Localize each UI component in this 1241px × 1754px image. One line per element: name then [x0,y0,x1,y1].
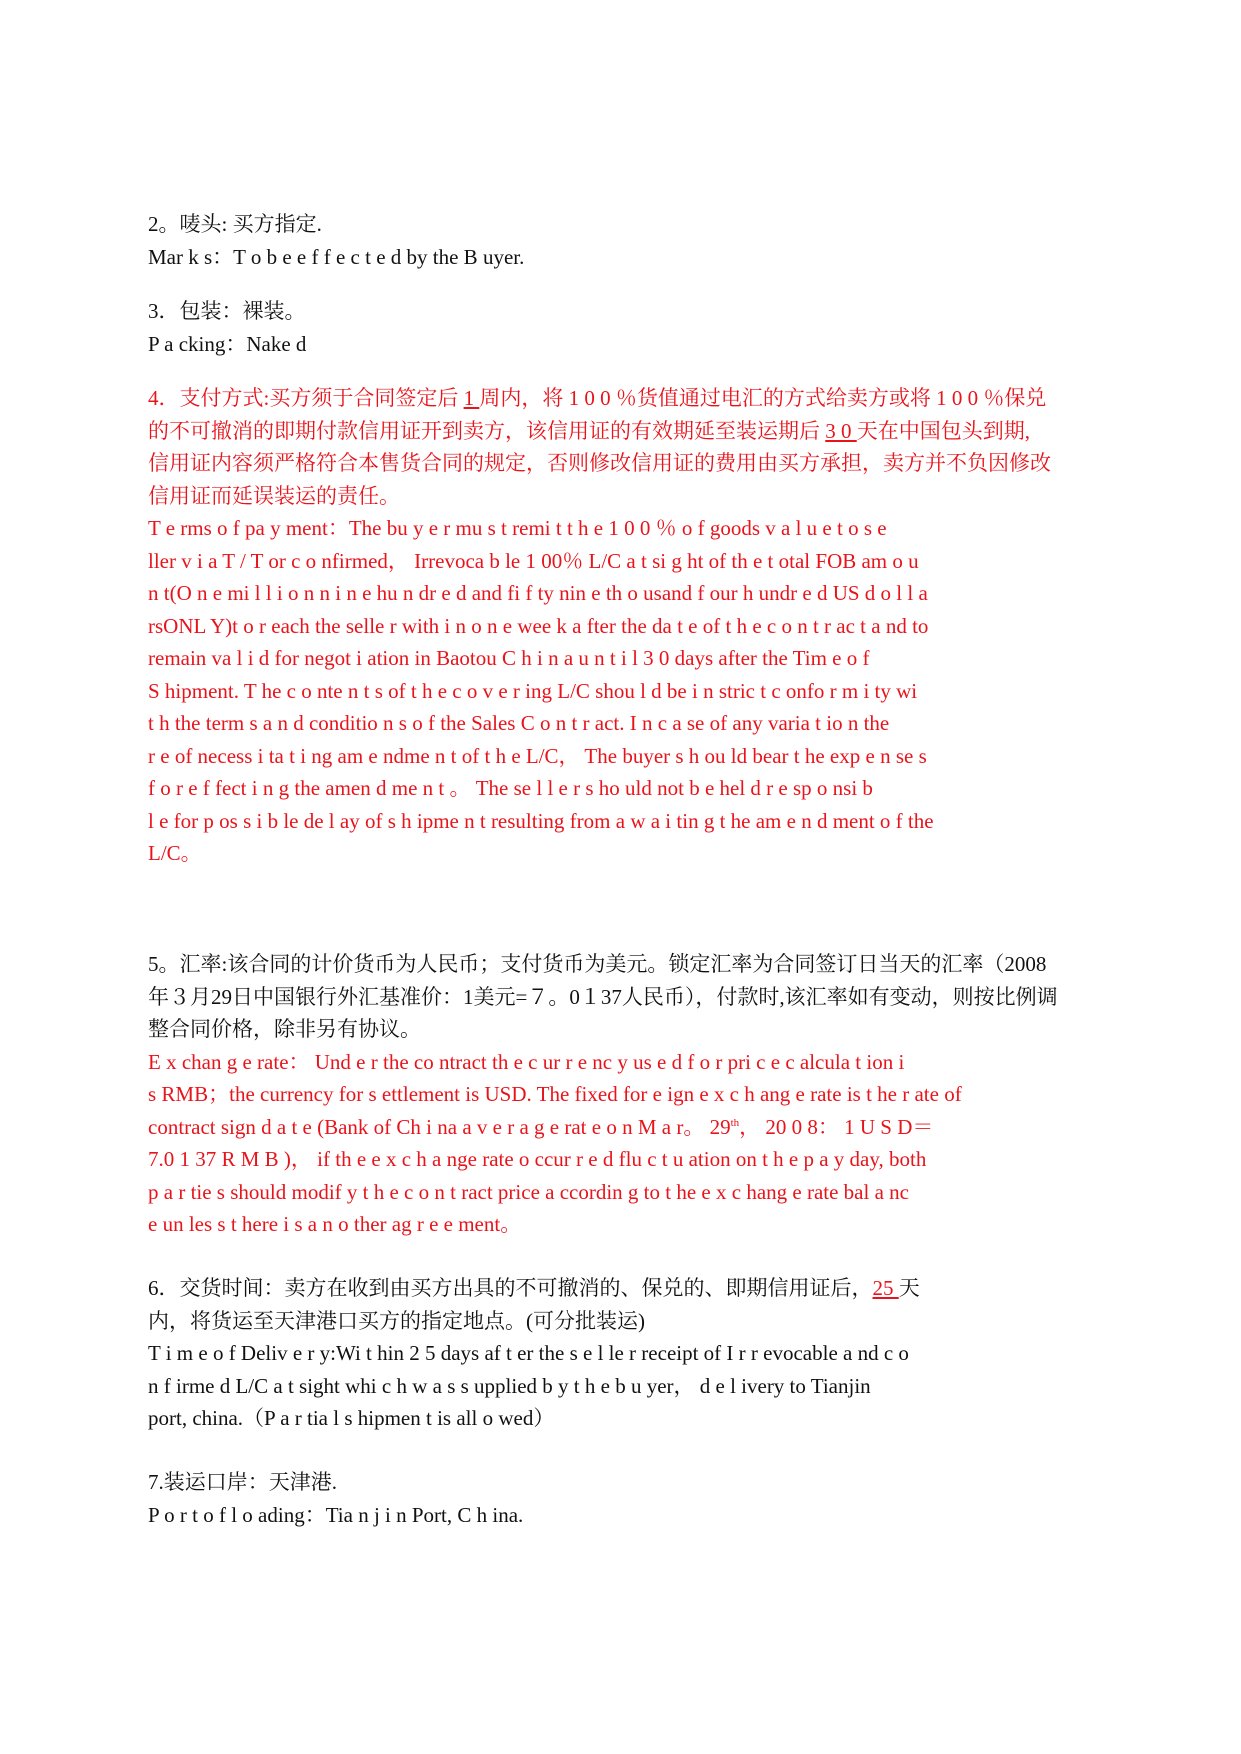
payment-en-line: T e rms o f pa y ment：The bu y e r mu s t remi t t h e 1 0 0 ％ o f goods v a l u e t o s e [148,516,887,540]
days-blank: 25 [872,1276,899,1300]
exchange-en-text: contract sign d a t e (Bank of Ch i na a v e r a g e rat e o n M a r。 29 [148,1114,731,1139]
exchange-en-line: E x chan g e rate： Und e r the co ntract th e c ur r e nc y us e d f o r pri c e c alcula t ion i [148,1049,905,1074]
marks-en: Mar k s：T o b e e f f e c t e d by the B uyer. [148,244,525,269]
exchange-cn-line-2: 年３月29日中国银行外汇基准价：1美元=７。0１37人民币），付款时,该汇率如有变动，则按比例调 [148,984,1058,1009]
payment-en-line: ller v i a T / T or c o nfirmed， Irrevoca b le 1 00％ L/C a t si g ht of th e t otal FOB am o u [148,548,919,573]
exchange-en-line [148,1111,1108,1144]
payment-cn-line-4: 信用证而延误装运的责任。 [148,483,400,508]
date-superscript: th [730,1116,740,1129]
exchange-cn-line-3: 整合同价格，除非另有协议。 [148,1017,421,1041]
exchange-en-block [148,1046,1108,1241]
marks-cn: 2。唛头: 买方指定. [148,212,322,236]
payment-cn-text: 周内，将 1 0 0 ％货值通过电汇的方式给卖方或将 1 0 0 ％保兑 [479,386,1047,410]
delivery-cn-text: 6．交货时间：卖方在收到由买方出具的不可撤消的、保兑的、即期信用证后， [148,1276,873,1300]
exchange-en-line: p a r tie s should modif y t h e c o n t ract price a ccordin g to t he e x c hang e rate bal a nc [148,1179,909,1204]
payment-cn-text: 的不可撤消的即期付款信用证开到卖方，该信用证的有效期延至装运期后 [148,418,826,443]
delivery-en-line: T i m e o f Deliv e r y:Wi t hin 2 5 days af t er the s e l le r receipt of I r r evocable a nd c o [148,1341,909,1365]
packing-en: P a cking：Nake d [148,331,307,356]
port-en: P o r t o f l o ading：Tia n j i n Port, C h ina. [148,1502,524,1527]
delivery-cn-line-1 [148,1272,1108,1305]
payment-en-line: l e for p os s i b le de l ay of s h ipme n t resulting from a w a i tin g t he am e n d ment o f the [148,808,934,833]
payment-en-line: rsONL Y)t o r each the selle r with i n o n e wee k a fter the da t e of t h e c o n t r ac t a nd to [148,613,929,638]
payment-en-line: S hipment. T he c o nte n t s of t h e c o v e r ing L/C shou l d be i n stric t c onfo r m i ty wi [148,678,918,703]
section-packing [148,295,1108,360]
exchange-en-line: 7.0 1 37 R M B )， if th e e x c h a nge rate o ccur r e d flu c t u ation on t h e p a y day, both [148,1147,927,1171]
payment-en-line: remain va l i d for negot i ation in Baotou C h i n a u n t i l 3 0 days after the Tim e o f [148,646,870,670]
exchange-cn-line-1: 5。汇率:该合同的计价货币为人民币；支付货币为美元。锁定汇率为合同签订日当天的汇率（2008 [148,952,1047,976]
days-blank: 3 0 [825,418,857,443]
payment-en-line: t h the term s a n d conditio n s o f the Sales C o n t r act. I n c a se of any varia t io n the [148,711,890,735]
payment-en-line: f o r e f fect i n g the amen d me n t 。 The se l l e r s ho uld not b e hel d r e sp o nsi b [148,776,873,800]
payment-en-line: L/C。 [148,841,202,865]
section-payment [148,382,1108,870]
delivery-en-line: n f irme d L/C a t sight whi c h w a s s upplied b y t h e b u yer， d e l ivery to Tianjin [148,1373,871,1398]
section-delivery [148,1272,1108,1435]
section-exchange-rate [148,948,1108,1241]
port-cn: 7.装运口岸：天津港. [148,1470,337,1494]
delivery-en-line: port, china.（P a r tia l s hipmen t is all o wed） [148,1406,555,1430]
payment-en-line: r e of necess i ta t i ng am e ndme n t of t h e L/C， The buyer s h ou ld bear t he exp e n se s [148,743,927,768]
payment-cn-line-2 [148,415,1108,448]
exchange-en-line: e un les s t here i s a n o ther ag r e e ment。 [148,1212,522,1236]
payment-en-line: n t(O n e mi l l i o n n i n e hu n dr e d and fi f ty nin e th o usand f our h undr e d US d o l l a [148,581,928,605]
payment-cn-line-1 [148,382,1108,415]
delivery-cn-line-2: 内，将货运至天津港口买方的指定地点。(可分批装运) [148,1308,645,1333]
delivery-cn-text: 天 [898,1276,920,1300]
weeks-blank: 1 [463,386,480,410]
payment-cn-line-3: 信用证内容须严格符合本售货合同的规定，否则修改信用证的费用由买方承担，卖方并不负因修改 [148,451,1051,475]
exchange-en-line: s RMB；the currency for s ettlement is USD. The fixed for e ign e x c h ang e rate is t he r ate of [148,1082,962,1106]
packing-cn: 3．包装：裸装。 [148,299,306,323]
section-port-of-loading [148,1466,1108,1531]
exchange-en-text: ， 20 0 8： 1 U S D＝ [739,1114,934,1139]
payment-cn-text: 天在中国包头到期, [856,418,1030,443]
section-marks [148,208,1108,273]
payment-cn-text: 4．支付方式:买方须于合同签定后 [148,386,464,410]
